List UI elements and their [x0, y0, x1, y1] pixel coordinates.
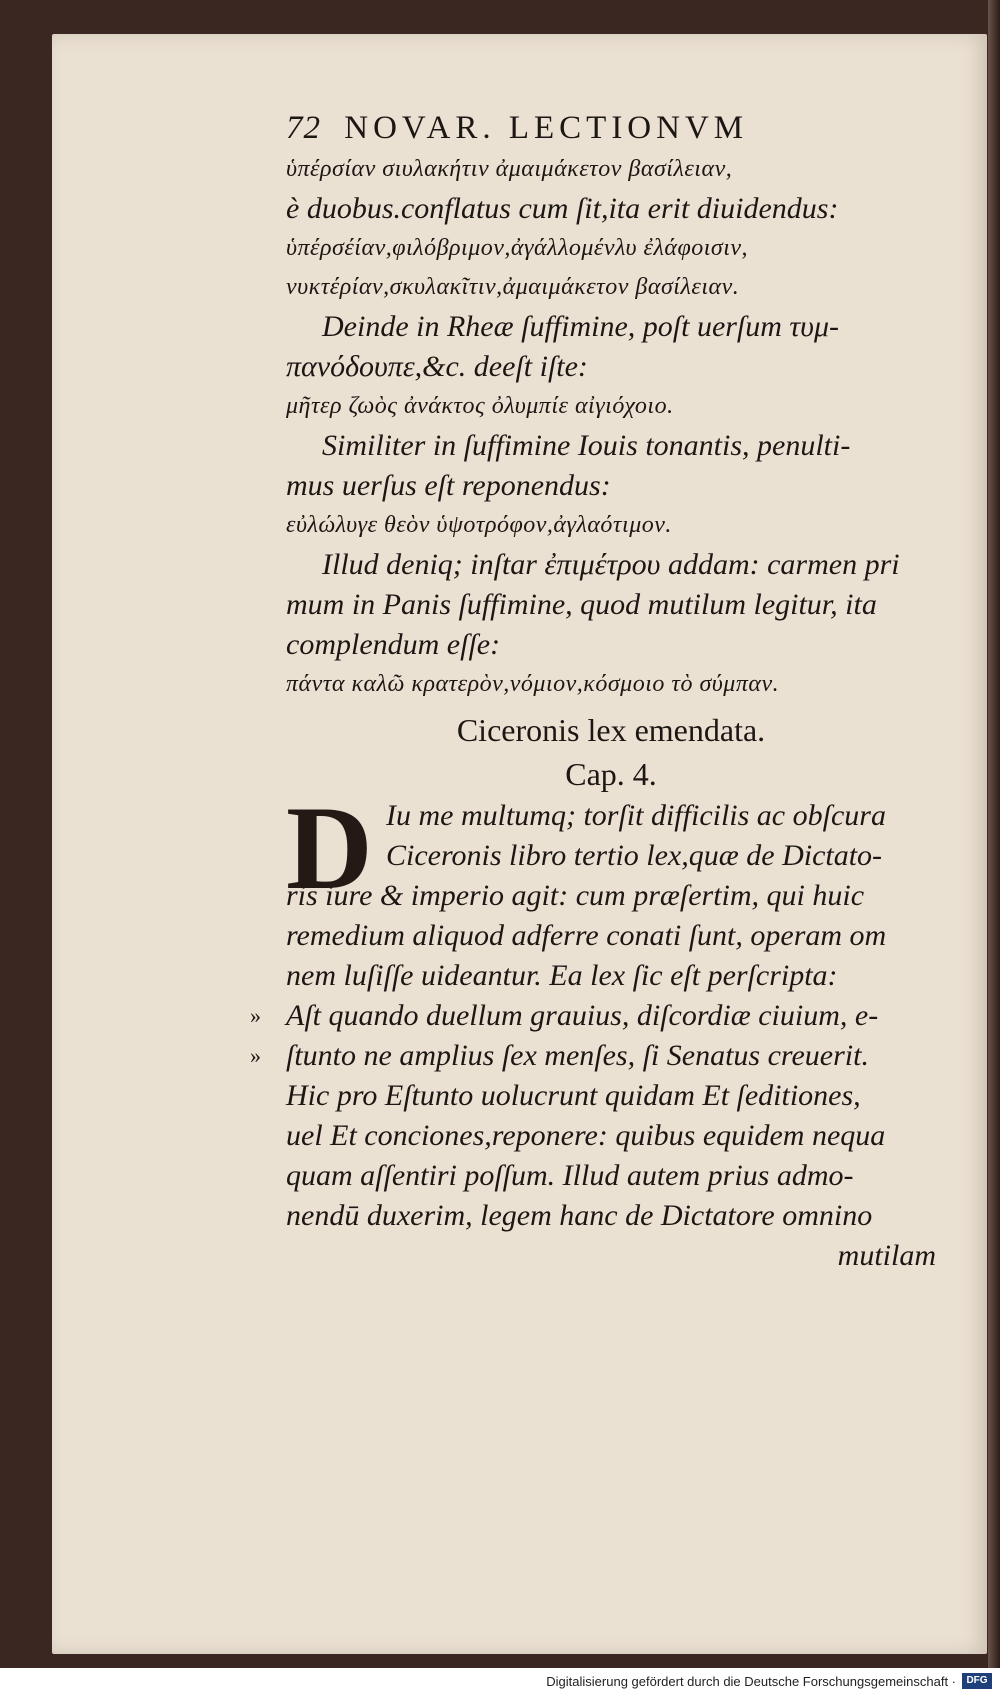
digitization-footer — [0, 1668, 1000, 1694]
text-line: è duobus.conflatus cum ſit,ita erit diuidendus: — [286, 192, 839, 225]
text-line — [250, 1036, 936, 1076]
text-line: πάντα καλῶ κρατερὸν,νόμιον,κόσμοιο τὸ σύμπαν. — [286, 671, 780, 697]
text-line: remedium aliquod adferre conati ſunt, operam om — [286, 919, 887, 952]
text-line: νυκτέρίαν,σκυλακῖτιν,ἀμαιμάκετον βασίλειαν. — [286, 274, 740, 300]
text-line — [250, 996, 936, 1036]
text-line-content: ſtunto ne amplius ſex menſes, ſi Senatus creuerit. — [286, 1039, 869, 1072]
text-line: ὑπέρσέίαν,φιλόβριμον,ἀγάλλομένλυ ἐλάφοισιν, — [286, 235, 749, 261]
text-line: Iu me multumq; torſit difficilis ac obſcura — [386, 799, 886, 832]
dfg-logo: DFG — [962, 1673, 992, 1689]
text-line: Ciceronis libro tertio lex,quæ de Dictato- — [386, 839, 883, 872]
catchword: mutilam — [837, 1239, 936, 1272]
margin-quote-mark: » — [250, 1003, 261, 1028]
text-line: quam aſſentiri poſſum. Illud autem prius admo- — [286, 1159, 854, 1192]
margin-quote-mark: » — [250, 1043, 261, 1068]
text-line: Deinde in Rheæ ſuffimine, poſt uerſum τυμ- — [322, 310, 839, 343]
page-number: 72 — [286, 110, 321, 146]
running-header — [286, 108, 936, 148]
book-edge — [988, 0, 1000, 1668]
text-line: nem luſiſſe uideantur. Ea lex ſic eſt perſcripta: — [286, 959, 838, 992]
drop-cap: D — [286, 781, 373, 914]
text-line: mum in Panis ſuffimine, quod mutilum legitur, ita — [286, 588, 877, 621]
text-line: uel Et conciones,reponere: quibus equidem nequa — [286, 1119, 886, 1152]
running-head: NOVAR. LECTIONVM — [344, 110, 749, 146]
text-line: nendū duxerim, legem hanc de Dictatore omnino — [286, 1199, 873, 1232]
text-line: mus uerſus eſt reponendus: — [286, 469, 611, 502]
chapter-body — [250, 781, 936, 1276]
text-line: ris iure & imperio agit: cum præſertim, qui huic — [286, 879, 865, 912]
text-line: πανόδουπε,&c. deeſt iſte: — [286, 350, 588, 383]
text-line: εὐλώλυγε θεὸν ὑψοτρόφον,ἀγλαότιμον. — [286, 512, 672, 538]
text-line: μῆτερ ζωὸς ἀνάκτος ὀλυμπίε αἰγιόχοιο. — [286, 393, 674, 419]
text-line: Hic pro Eſtunto uolucrunt quidam Et ſeditiones, — [286, 1079, 861, 1112]
chapter-heading: Cap. 4. — [565, 756, 657, 792]
text-line: complendum eſſe: — [286, 628, 501, 661]
text-line: Illud deniq; inſtar ἐπιμέτρου addam: carmen pri — [322, 548, 900, 581]
text-line: ὑπέρσίαν σιυλακήτιν ἀμαιμάκετον βασίλειαν, — [286, 156, 733, 182]
footer-text: Digitalisierung gefördert durch die Deutsche Forschungsgemeinschaft · — [546, 1674, 956, 1689]
text-line: Similiter in ſuffimine Iouis tonantis, penulti- — [322, 429, 851, 462]
text-line-content: Aſt quando duellum grauius, diſcordiæ ciuium, e- — [286, 999, 879, 1032]
section-title: Ciceronis lex emendata. — [456, 712, 766, 748]
page-text — [250, 108, 936, 1276]
